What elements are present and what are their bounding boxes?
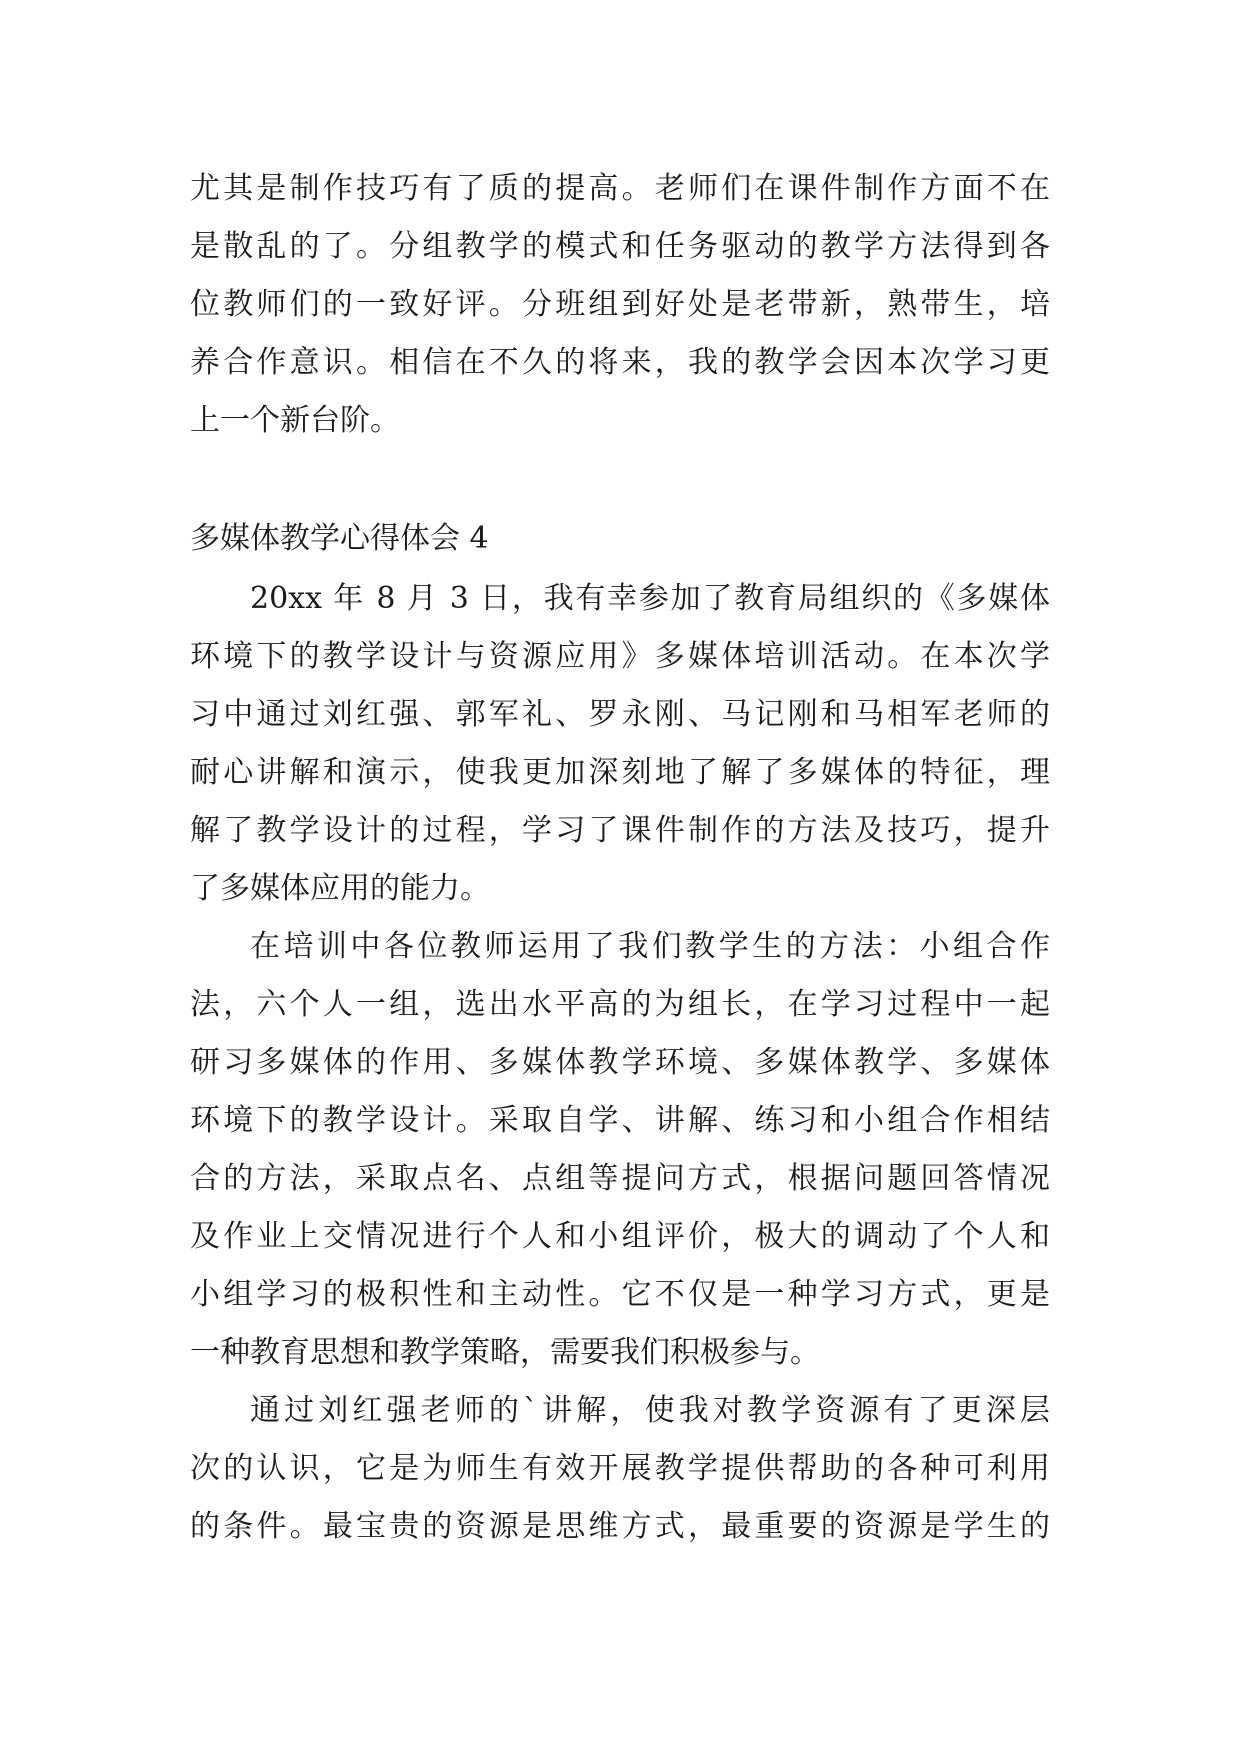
text-line: 环境下的教学设计与资源应用》多媒体培训活动。在本次学	[190, 639, 1050, 674]
section-body	[190, 570, 1050, 1556]
text-line: 养合作意识。相信在不久的将来，我的教学会因本次学习更	[190, 345, 1050, 380]
section-heading: 多媒体教学心得体会 4	[190, 521, 489, 556]
text-line: 的条件。最宝贵的资源是思维方式，最重要的资源是学生的	[190, 1509, 1050, 1544]
text-line: 习中通过刘红强、郭军礼、罗永刚、马记刚和马相军老师的	[190, 697, 1050, 732]
text-line: 了多媒体应用的能力。	[190, 871, 490, 906]
text-line: 研习多媒体的作用、多媒体教学环境、多媒体教学、多媒体	[190, 1045, 1050, 1080]
section-heading-block	[190, 510, 1050, 568]
text-line: 小组学习的极积性和主动性。它不仅是一种学习方式，更是	[190, 1277, 1050, 1312]
text-line: 尤其是制作技巧有了质的提高。老师们在课件制作方面不在	[190, 171, 1050, 206]
text-line: 次的认识，它是为师生有效开展教学提供帮助的各种可利用	[190, 1451, 1050, 1486]
text-line: 及作业上交情况进行个人和小组评价，极大的调动了个人和	[190, 1219, 1050, 1254]
text-line: 在培训中各位教师运用了我们教学生的方法：小组合作	[250, 929, 1050, 964]
text-line: 解了教学设计的过程，学习了课件制作的方法及技巧，提升	[190, 813, 1050, 848]
text-line: 一种教育思想和教学策略，需要我们积极参与。	[190, 1335, 820, 1370]
text-line: 上一个新台阶。	[190, 403, 400, 438]
text-line: 位教师们的一致好评。分班组到好处是老带新，熟带生，培	[190, 287, 1050, 322]
continuation-paragraph	[190, 160, 1050, 450]
text-line: 环境下的教学设计。采取自学、讲解、练习和小组合作相结	[190, 1103, 1050, 1138]
paragraph-1	[190, 570, 1050, 918]
text-line: 是散乱的了。分组教学的模式和任务驱动的教学方法得到各	[190, 229, 1050, 264]
paragraph-2	[190, 918, 1050, 1382]
text-line: 20xx 年 8 月 3 日，我有幸参加了教育局组织的《多媒体	[250, 581, 1050, 616]
text-line: 法，六个人一组，选出水平高的为组长，在学习过程中一起	[190, 987, 1050, 1022]
text-line: 合的方法，采取点名、点组等提问方式，根据问题回答情况	[190, 1161, 1050, 1196]
text-line: 通过刘红强老师的`讲解，使我对教学资源有了更深层	[250, 1393, 1050, 1428]
paragraph-3	[190, 1382, 1050, 1556]
text-line: 耐心讲解和演示，使我更加深刻地了解了多媒体的特征，理	[190, 755, 1050, 790]
